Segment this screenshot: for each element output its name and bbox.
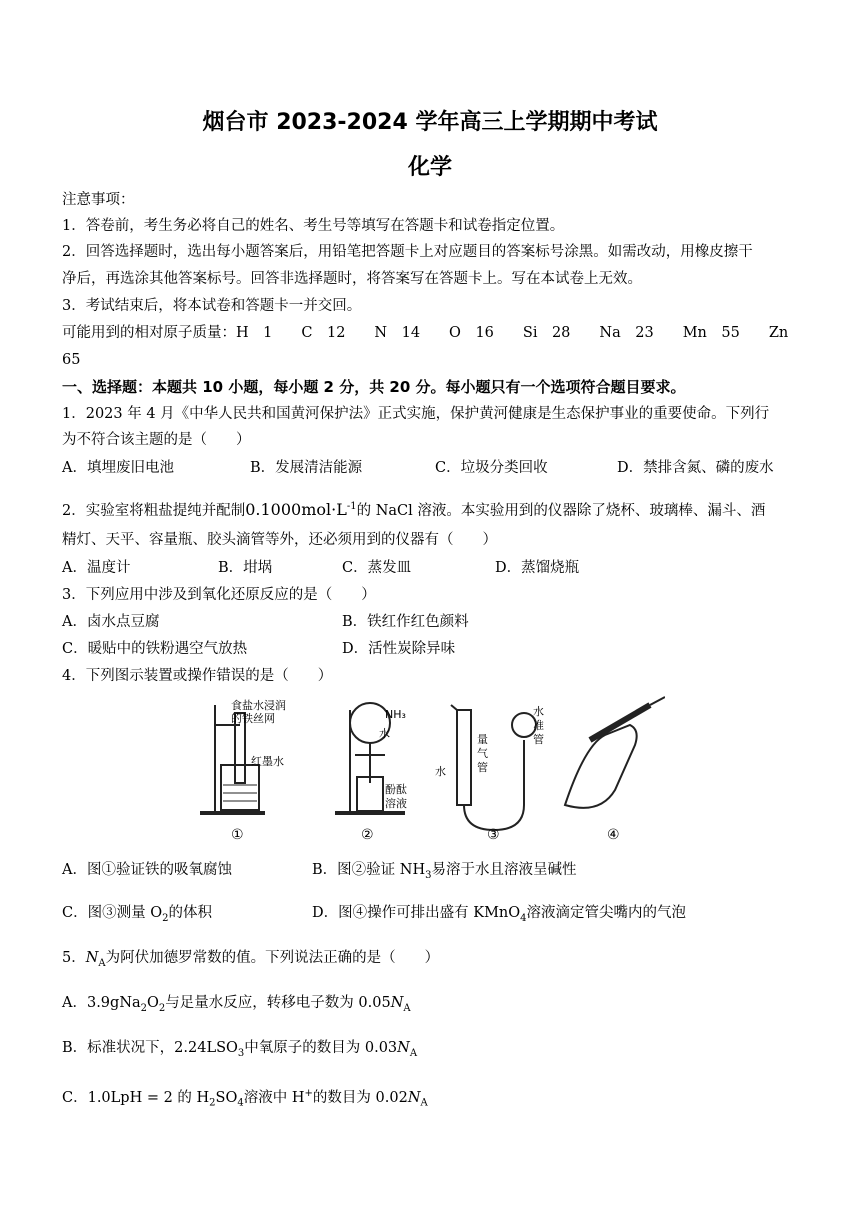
q2-stem-part1: 2．实验室将粗盐提纯并配制 [62, 502, 246, 519]
section-heading: 一、选择题：本题共 10 小题，每小题 2 分，共 20 分。每小题只有一个选项符合题目要求。 [62, 378, 686, 396]
fig-label-6c: 管 [477, 761, 488, 774]
q1-option-c: C．垃圾分类回收 [435, 460, 548, 476]
fig-number-4: ④ [607, 827, 620, 843]
q5-a-post: 与足量水反应，转移电子数为 0.05 [165, 995, 391, 1011]
fig-label-8: 水 [435, 765, 446, 778]
q5-b-pre: B．标准状况下，2.24LSO [62, 1040, 238, 1056]
atomic-masses: 可能用到的相对原子质量：H 1 C 12 N 14 O 16 Si 28 Na 23 Mn 55 Zn [62, 325, 789, 341]
fig-label-7c: 管 [533, 733, 544, 746]
q2-option-c: C．蒸发皿 [342, 560, 412, 576]
q5-c-pre: C．1.0LpH = 2 的 H [62, 1089, 210, 1106]
notice-item-2: 2．回答选择题时，选出每小题答案后，用铅笔把答题卡上对应题目的答案标号涂黑。如需改动，用橡皮擦干 [62, 244, 753, 260]
q2-stem-cont: 精灯、天平、容量瓶、胶头滴管等外，还必须用到的仪器有（ ） [62, 532, 497, 548]
q5-na-sub: A [98, 957, 106, 969]
fig-label-5: 酚酞 [385, 783, 407, 796]
q2-option-a: A．温度计 [62, 560, 131, 576]
q4-b-pre: B．图②验证 NH [312, 862, 426, 878]
q4-option-a: A．图①验证铁的吸氧腐蚀 [62, 862, 232, 878]
q2-stem [62, 497, 765, 521]
q5-option-b [62, 1038, 417, 1064]
q5-c-post: 的数目为 0.02 [312, 1089, 408, 1106]
q2-stem-part2: 的 NaCl 溶液。本实验用到的仪器除了烧杯、玻璃棒、漏斗、酒 [356, 502, 766, 519]
q1-option-a: A．填埋废旧电池 [62, 460, 174, 476]
q5-a-pre: A．3.9gNa [62, 995, 141, 1011]
q5-a-ns: A [403, 1002, 411, 1014]
q2-option-b: B．坩埚 [218, 560, 273, 576]
q4-c-sub: 2 [162, 912, 169, 924]
q2-exponent: -1 [346, 501, 357, 512]
q5-option-a [62, 993, 411, 1019]
q2-concentration: 0.1000mol·L [245, 499, 347, 519]
q3-option-c: C．暖贴中的铁粉遇空气放热 [62, 641, 248, 657]
q4-option-d [312, 903, 686, 929]
fig-label-1b: 的铁丝网 [231, 712, 275, 725]
q5-c-ns: A [420, 1097, 428, 1109]
q4-c-post: 的体积 [168, 905, 212, 921]
apparatus-figure [195, 695, 665, 845]
exam-title: 烟台市 2023-2024 学年高三上学期期中考试 [202, 110, 658, 135]
fig-number-1: ① [231, 827, 244, 843]
q1-stem-cont: 为不符合该主题的是（ ） [62, 432, 251, 448]
q3-option-d: D．活性炭除异味 [342, 641, 456, 657]
q1-stem: 1．2023 年 4 月《中华人民共和国黄河保护法》正式实施，保护黄河健康是生态保护事业的重要使命。下列行 [62, 406, 770, 422]
q5-c-n: N [407, 1089, 421, 1106]
q5-num: 5． [62, 950, 86, 966]
q5-b-ns: A [409, 1047, 418, 1059]
q5-c-sup: + [304, 1088, 313, 1099]
q1-option-b: B．发展清洁能源 [250, 460, 363, 476]
fig-label-3: NH₃ [385, 708, 406, 721]
fig-label-6: 量 [477, 733, 488, 746]
notice-heading: 注意事项： [62, 192, 135, 208]
q3-option-a: A．卤水点豆腐 [62, 614, 160, 630]
q1-option-d: D．禁排含氮、磷的废水 [617, 460, 774, 476]
fig-number-3: ③ [487, 827, 500, 843]
q5-c-s2: 4 [237, 1097, 244, 1109]
q4-stem: 4．下列图示装置或操作错误的是（ ） [62, 668, 333, 684]
q3-option-b: B．铁红作红色颜料 [342, 614, 469, 630]
q5-b-post: 中氧原子的数目为 0.03 [244, 1040, 398, 1056]
q5-c-mid: SO [215, 1089, 238, 1106]
q4-c-pre: C．图③测量 O [62, 905, 163, 921]
fig-label-6b: 气 [477, 747, 488, 760]
q4-d-pre: D．图④操作可排出盛有 KMnO [312, 905, 521, 921]
fig-label-5b: 溶液 [385, 797, 407, 810]
q4-option-c [62, 903, 212, 929]
q5-option-c [62, 1084, 428, 1114]
q4-d-post: 溶液滴定管尖嘴内的气泡 [526, 905, 687, 921]
q5-b-s1: 3 [237, 1047, 245, 1059]
fig-label-7b: 准 [533, 719, 544, 732]
q5-c-mid2: 溶液中 H [243, 1089, 305, 1106]
atomic-masses-cont: 65 [62, 352, 81, 368]
notice-item-2-cont: 净后，再选涂其他答案标号。回答非选择题时，将答案写在答题卡上。写在本试卷上无效。 [62, 271, 642, 287]
q5-c-s1: 2 [209, 1097, 216, 1109]
notice-item-1: 1．答卷前，考生务必将自己的姓名、考生号等填写在答题卡和试卷指定位置。 [62, 218, 565, 234]
q4-option-b [312, 860, 576, 886]
q5-a-s1: 2 [140, 1002, 148, 1014]
fig-label-7: 水 [533, 705, 544, 718]
q5-b-n: N [397, 1040, 410, 1056]
q5-na: N [85, 950, 99, 966]
notice-item-3: 3．考试结束后，将本试卷和答题卡一并交回。 [62, 298, 362, 314]
q5-a-mid: O [147, 995, 159, 1011]
q2-option-d: D．蒸馏烧瓶 [495, 560, 580, 576]
fig-label-1: 食盐水浸润 [231, 699, 286, 712]
fig-number-2: ② [361, 827, 374, 843]
subject-title: 化学 [407, 155, 452, 180]
q5-stem-text: 为阿伏加德罗常数的值。下列说法正确的是（ ） [105, 950, 440, 966]
q4-d-sub: 4 [520, 912, 527, 924]
q5-a-n: N [390, 995, 404, 1011]
q3-stem: 3．下列应用中涉及到氧化还原反应的是（ ） [62, 587, 376, 603]
q4-b-post: 易溶于水且溶液呈碱性 [431, 862, 577, 878]
fig-label-4: 水 [379, 727, 390, 740]
q5-stem [62, 948, 439, 974]
q5-a-s2: 2 [158, 1002, 166, 1014]
q4-b-sub: 3 [425, 869, 432, 881]
fig-label-2: 红墨水 [251, 755, 284, 768]
